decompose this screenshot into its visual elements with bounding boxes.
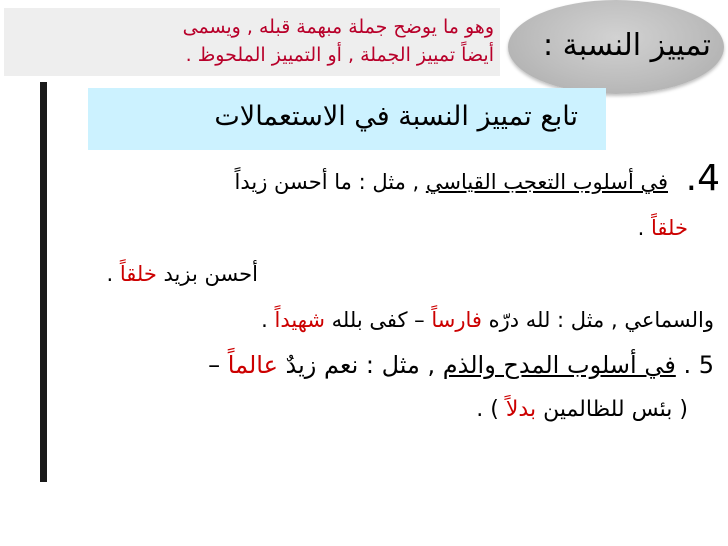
item-5-number: 5 . [683,351,714,379]
item-5-example: , مثل : نعم زيدٌ [277,351,443,379]
item-4c-period: . [261,308,275,332]
item-5-line [208,346,714,384]
definition-line-2: أيضاً تمييز الجملة , أو التمييز الملحوظ . [185,44,494,66]
item-4c-tamyiz-2: شهيداً [274,308,325,332]
item-4-tamyiz: خلقاً [651,216,688,240]
item-4-style: في أسلوب التعجب القياسي [425,170,668,194]
item-4c-pre: والسماعي , مثل : لله درّه [481,308,714,332]
item-4-continuation [638,210,688,246]
item-5-tamyiz: عالماً [227,351,278,379]
item-4b-line [106,256,258,292]
item-4-period: . [637,216,652,240]
item-4c-tamyiz-1: فارساً [431,308,482,332]
item-5b-end: ) . [476,397,506,422]
item-5b-line [476,392,688,428]
section-banner-text: تابع تمييز النسبة في الاستعمالات [214,101,578,132]
section-banner [88,88,606,150]
definition-note [4,8,500,76]
left-accent-bar [40,82,47,482]
item-4c-mid: – كفى بلله [325,308,432,332]
item-4-example: , مثل : ما أحسن زيداً [234,170,426,194]
item-5-style: في أسلوب المدح والذم [442,351,676,379]
item-4b-period: . [106,262,120,286]
item-5b-tamyiz: بدلاً [505,397,537,422]
definition-line-1: وهو ما يوضح جملة مبهمة قبله , ويسمى [182,16,494,38]
item-5b-pre: ( بئس للظالمين [536,397,688,422]
item-4-line [235,164,668,200]
item-4c-line [261,302,714,338]
slide-title: تمييز النسبة : [543,28,711,63]
item-5-dash: – [208,351,228,379]
item-4b-tamyiz: خلقاً [119,262,157,286]
item-4-number: 4. [685,158,720,199]
item-4b-text: أحسن بزيد [156,262,258,286]
